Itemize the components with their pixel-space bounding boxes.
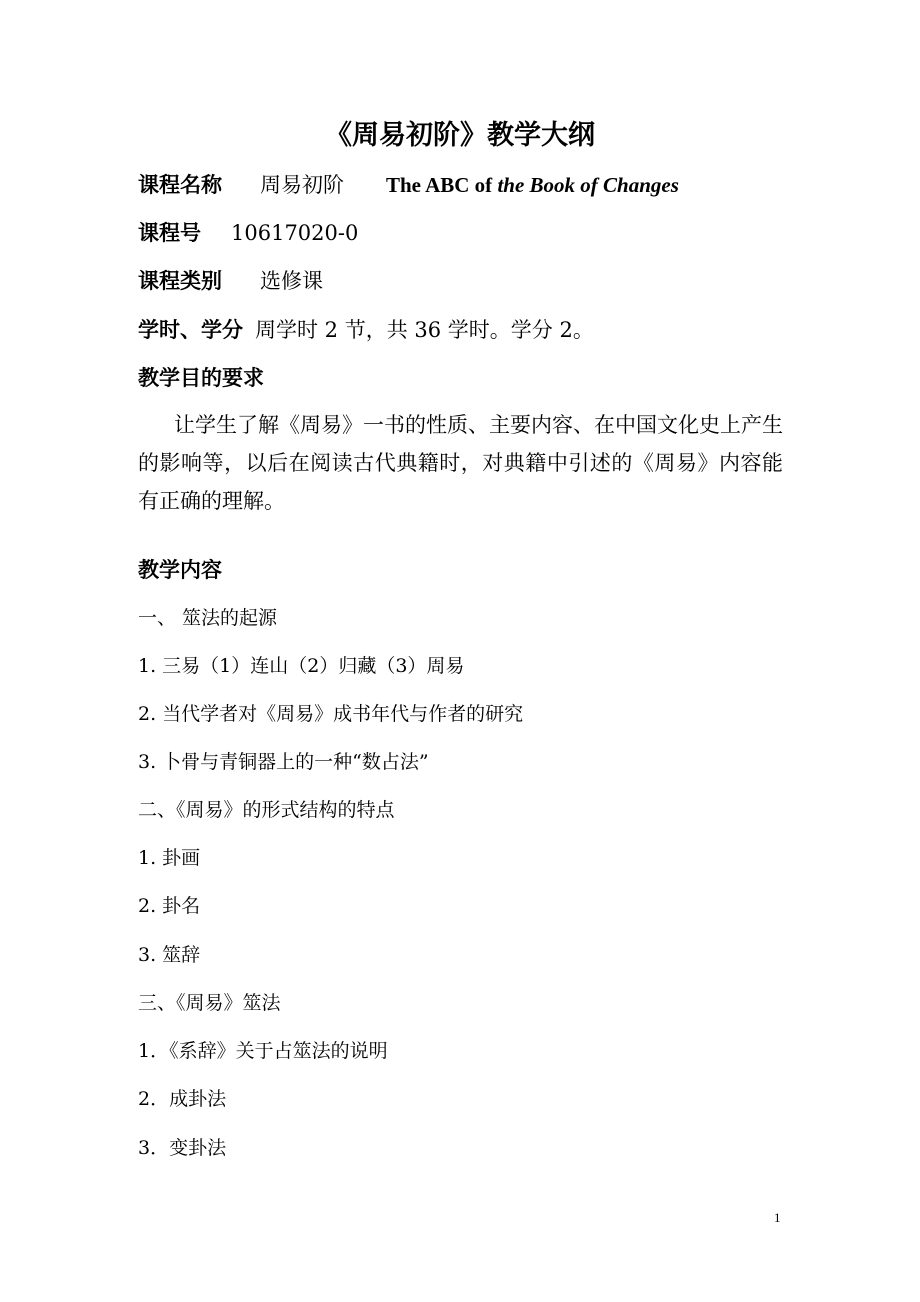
content-line-2: 1. 三易（1）连山（2）归藏（3）周易 xyxy=(138,655,465,677)
hours-credits-label: 学时、学分 xyxy=(138,318,243,342)
content-line-7: 2. 卦名 xyxy=(138,895,201,917)
course-number-value: 10617020-0 xyxy=(231,221,359,245)
course-number-row xyxy=(138,218,358,248)
course-name-cn: 周易初阶 xyxy=(260,173,344,197)
content-heading: 教学内容 xyxy=(138,558,222,582)
hours-credits-value: 周学时 2 节，共 36 学时。学分 2。 xyxy=(255,318,594,342)
content-line-11: 2．成卦法 xyxy=(138,1088,227,1110)
content-line-6: 1. 卦画 xyxy=(138,847,201,869)
course-name-label: 课程名称 xyxy=(138,173,222,197)
course-name-row xyxy=(138,170,679,200)
content-line-12: 3．变卦法 xyxy=(138,1137,227,1159)
content-line-5: 二、《周易》的形式结构的特点 xyxy=(138,799,395,821)
course-number-label: 课程号 xyxy=(138,221,201,245)
course-type-row xyxy=(138,266,323,296)
hours-credits-row xyxy=(138,315,594,345)
course-type-label: 课程类别 xyxy=(138,269,222,293)
course-name-en-prefix: The ABC of xyxy=(386,173,498,197)
content-line-3: 2. 当代学者对《周易》成书年代与作者的研究 xyxy=(138,703,524,725)
content-line-10: 1．《系辞》关于占筮法的说明 xyxy=(138,1040,388,1062)
objectives-text: 让学生了解《周易》一书的性质、主要内容、在中国文化史上产生的影响等，以后在阅读古代典籍时，对典籍中引述的《周易》内容能有正确的理解。 xyxy=(138,413,783,513)
course-type-value: 选修课 xyxy=(260,269,323,293)
content-line-4: 3. 卜骨与青铜器上的一种“数占法” xyxy=(138,751,429,773)
objectives-heading: 教学目的要求 xyxy=(138,366,264,390)
document-title: 《周易初阶》教学大纲 xyxy=(325,120,595,151)
content-line-9: 三、《周易》筮法 xyxy=(138,992,281,1014)
content-line-8: 3. 筮辞 xyxy=(138,944,201,966)
content-line-1: 一、 筮法的起源 xyxy=(138,607,278,629)
course-name-en-italic: the Book of Changes xyxy=(497,173,679,197)
page-number: 1 xyxy=(774,1210,781,1225)
